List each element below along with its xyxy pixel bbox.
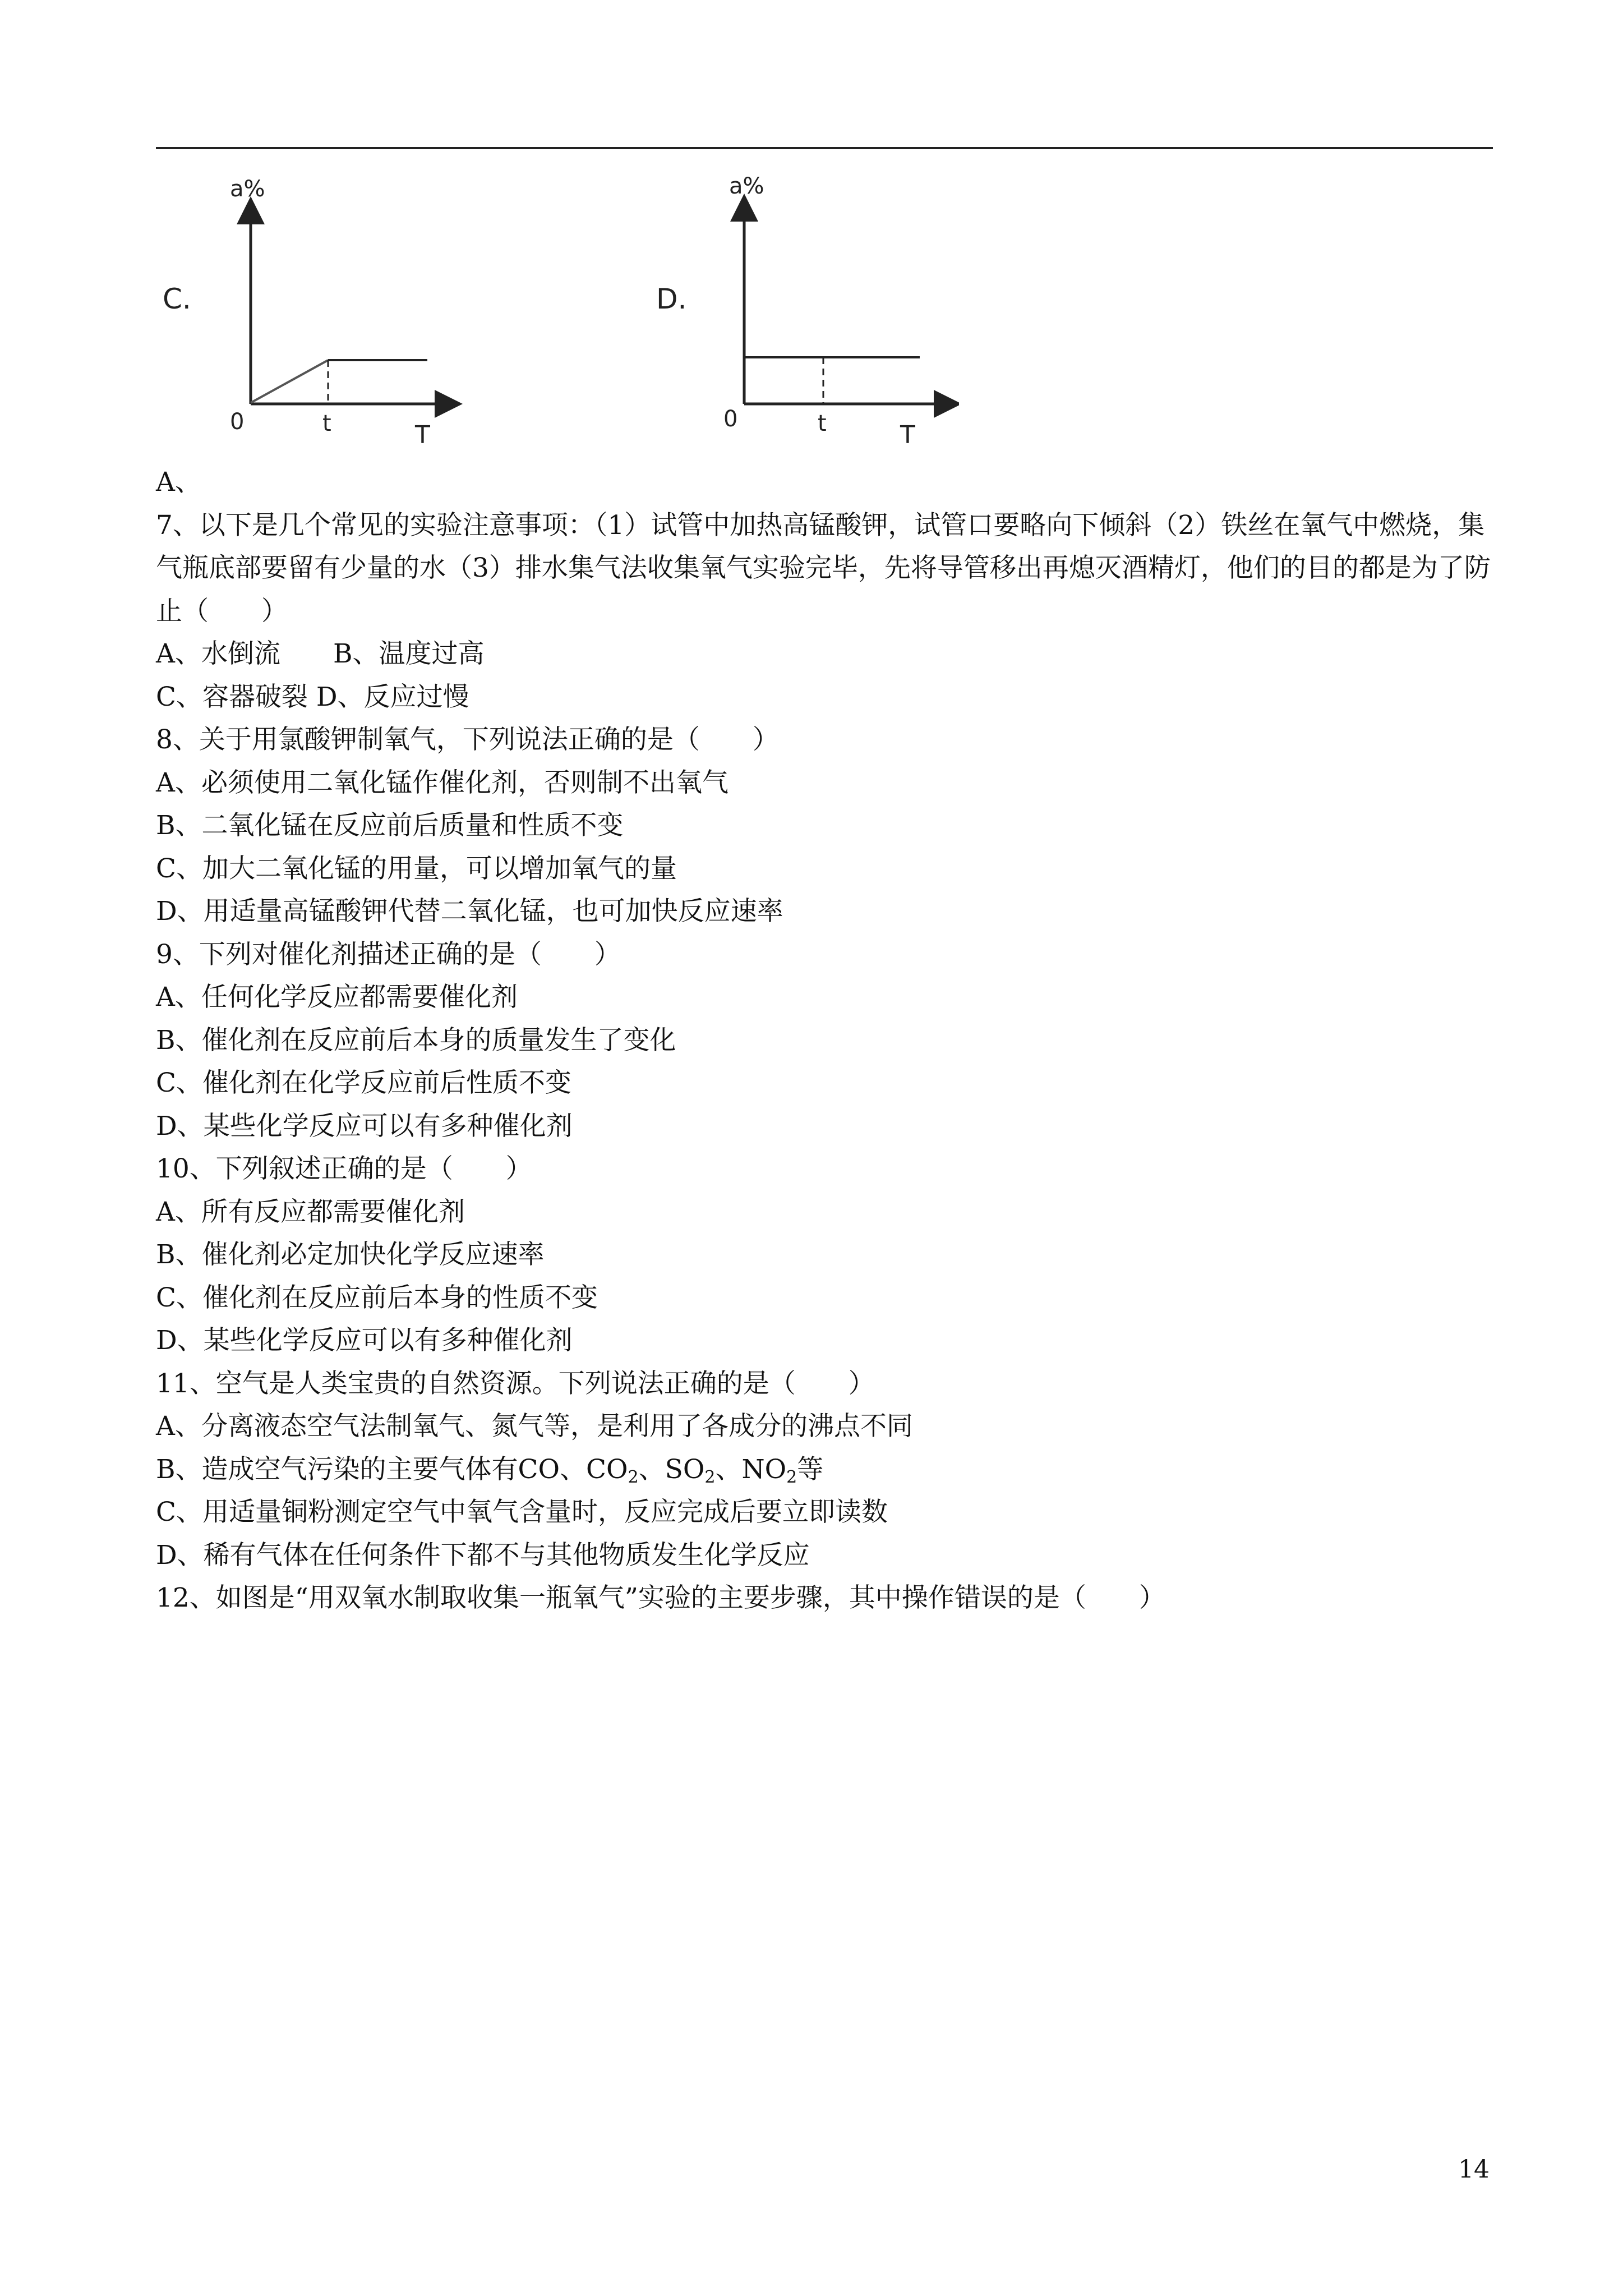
q7-options-row-2: C、容器破裂 D、反应过慢: [156, 681, 469, 712]
y-axis-label-d: a%: [729, 173, 764, 199]
q11-b-sub: 2: [704, 1467, 716, 1487]
origin-label-c: 0: [230, 409, 245, 435]
q9-option-a: A、任何化学反应都需要催化剂: [156, 982, 518, 1013]
q10-option-a: A、所有反应都需要催化剂: [156, 1196, 465, 1227]
x-axis-label-d: T: [900, 421, 915, 449]
graph-c: [151, 168, 465, 460]
q10-option-d: D、某些化学反应可以有多种催化剂: [156, 1325, 573, 1356]
q11-option-d: D、稀有气体在任何条件下都不与其他物质发生化学反应: [156, 1539, 810, 1571]
q8-option-c: C、加大二氧化锰的用量，可以增加氧气的量: [156, 853, 677, 884]
question-8: 8、关于用氯酸钾制氧气，下列说法正确的是（ ）: [156, 724, 779, 755]
q11-option-c: C、用适量铜粉测定空气中氧气含量时，反应完成后要立即读数: [156, 1497, 888, 1527]
q10-option-b: B、催化剂必定加快化学反应速率: [156, 1239, 545, 1270]
origin-label-d: 0: [723, 406, 738, 432]
t-label-d: t: [818, 411, 827, 436]
q8-option-d: D、用适量高锰酸钾代替二氧化锰，也可加快反应速率: [156, 896, 783, 927]
q11-b-sub: 2: [628, 1467, 639, 1487]
y-axis-label-c: a%: [230, 176, 265, 202]
q10-option-c: C、催化剂在反应前后本身的性质不变: [156, 1282, 598, 1313]
graph-d: [645, 168, 959, 460]
q7-options-row-1: A、水倒流 B、温度过高: [156, 638, 485, 669]
q11-b-part: B、造成空气污染的主要气体有CO、CO: [156, 1453, 628, 1485]
q11-option-a: A、分离液态空气法制氧气、氮气等，是利用了各成分的沸点不同: [156, 1411, 913, 1442]
q11-b-part: 、SO: [638, 1453, 705, 1485]
question-10: 10、下列叙述正确的是（ ）: [156, 1153, 532, 1184]
stray-option: A、: [156, 467, 201, 498]
q8-option-a: A、必须使用二氧化锰作催化剂，否则制不出氧气: [156, 767, 728, 798]
t-label-c: t: [322, 411, 331, 436]
questions-body: [156, 461, 1493, 1620]
q11-b-part: 、NO: [715, 1453, 787, 1485]
question-9: 9、下列对催化剂描述正确的是（ ）: [156, 938, 621, 970]
question-7: 7、以下是几个常见的实验注意事项：（1）试管中加热高锰酸钾，试管口要略向下倾斜（2）铁丝在氧气中燃烧，集气瓶底部要留有少量的水（3）排水集气法收集氧气实验完毕，先将导管移出再熄灭酒精灯，他们的目的都是为了防止（ ）: [156, 509, 1491, 627]
q9-option-c: C、催化剂在化学反应前后性质不变: [156, 1068, 571, 1098]
header-rule: [156, 147, 1493, 149]
option-label-c: C.: [163, 283, 191, 315]
question-12: 12、如图是“用双氧水制取收集一瓶氧气”实验的主要步骤，其中操作错误的是（ ）: [156, 1582, 1165, 1613]
q11-b-part: 等: [797, 1453, 824, 1485]
page-number: 14: [1458, 2155, 1490, 2184]
q11-option-b: [156, 1448, 1493, 1492]
curve-rise-c: [251, 360, 328, 403]
x-axis-label-c: T: [415, 421, 430, 449]
q9-option-b: B、催化剂在反应前后本身的质量发生了变化: [156, 1024, 676, 1056]
question-11: 11、空气是人类宝贵的自然资源。下列说法正确的是（ ）: [156, 1368, 875, 1399]
q8-option-b: B、二氧化锰在反应前后质量和性质不变: [156, 810, 624, 841]
q9-option-d: D、某些化学反应可以有多种催化剂: [156, 1110, 573, 1142]
option-label-d: D.: [656, 283, 687, 315]
q11-b-sub: 2: [786, 1467, 797, 1487]
